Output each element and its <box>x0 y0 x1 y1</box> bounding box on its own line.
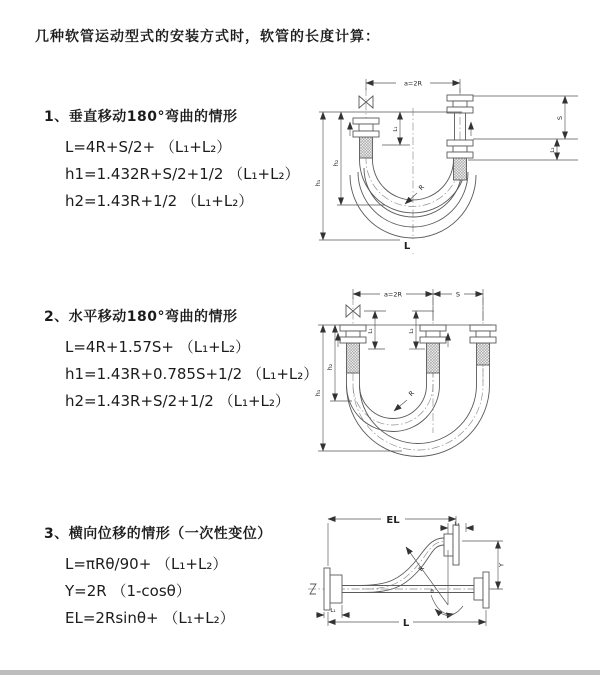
flange-right-mid <box>447 140 473 158</box>
dim-l1 <box>368 311 385 349</box>
dim-width <box>353 289 483 322</box>
dim-label-l2: L₂ <box>454 521 460 528</box>
formula-line: h1=1.43R+0.785S+1/2 （L₁+L₂） <box>65 365 319 383</box>
flange-upper <box>444 525 459 565</box>
braided-hose-section <box>347 343 490 373</box>
page-bottom-edge <box>0 670 600 675</box>
page-title: 几种软管运动型式的安装方式时，软管的长度计算： <box>35 29 380 45</box>
angle-label: θ <box>430 589 434 595</box>
dim-label-y: Y <box>497 563 506 567</box>
section-lateral-displacement <box>44 523 334 632</box>
flange-right <box>474 572 489 608</box>
dim-label-l2: L₂ <box>550 147 556 153</box>
dim-label-h2: h₂ <box>326 363 334 371</box>
flange-left <box>340 325 366 343</box>
flange-left <box>353 118 379 137</box>
vertical-bend-diagram <box>312 68 590 268</box>
radius-callout <box>405 183 426 204</box>
flange-middle <box>420 325 446 343</box>
radius-callout <box>394 389 416 411</box>
dim-label-h2: h₂ <box>332 159 340 167</box>
dim-label-el: EL <box>386 515 400 526</box>
length-label-group <box>400 239 414 252</box>
dim-label-l1: L₁ <box>368 328 374 334</box>
section-3-heading: 3、横向位移的情形（一次性变位） <box>44 526 272 542</box>
section-2-heading: 2、水平移动180°弯曲的情形 <box>44 309 238 325</box>
centerlines <box>353 297 483 433</box>
dim-label-h1: h₁ <box>314 389 322 397</box>
radius-label: R <box>407 389 417 399</box>
formula-line: L=4R+1.57S+ （L₁+L₂） <box>65 338 251 356</box>
flange-right-top <box>447 95 473 113</box>
section-3-formulas <box>65 551 334 632</box>
dim-label-l1: L₁ <box>330 608 336 614</box>
horizontal-bend-diagram <box>312 283 600 468</box>
formula-line: EL=2Rsinθ+ （L₁+L₂） <box>65 609 235 627</box>
dim-h2 <box>332 112 385 205</box>
section-horizontal-bend <box>44 306 334 415</box>
formula-line: L=πRθ/90+ （L₁+L₂） <box>65 555 228 573</box>
formula-line: h2=1.43R+S/2+1/2 （L₁+L₂） <box>65 392 290 410</box>
section-2-formulas <box>65 334 334 415</box>
formula-line: Y=2R （1-cosθ） <box>65 582 191 600</box>
dim-label-l1: L₁ <box>393 126 399 132</box>
formula-line: h2=1.43R+1/2 （L₁+L₂） <box>65 192 254 210</box>
dim-label-s: S <box>556 115 564 121</box>
section-1-formulas <box>65 134 334 215</box>
dim-label-width: a=2R <box>383 290 403 299</box>
dim-label-width: a=2R <box>403 79 423 88</box>
dim-width <box>366 78 460 94</box>
lateral-displacement-diagram <box>302 505 598 655</box>
hose-bend <box>347 365 490 457</box>
dim-label-travel: S <box>455 290 461 299</box>
formula-line: L=4R+S/2+ （L₁+L₂） <box>65 138 232 156</box>
length-label: L <box>403 241 411 252</box>
dim-l1 <box>382 112 410 145</box>
formula-line: h1=1.432R+S/2+1/2 （L₁+L₂） <box>65 165 300 183</box>
section-1-heading: 1、垂直移动180°弯曲的情形 <box>44 109 238 125</box>
dim-length <box>328 610 486 629</box>
section-vertical-bend <box>44 106 334 215</box>
flange-right <box>470 325 496 343</box>
dim-stroke-s <box>468 96 578 160</box>
radius-label: R <box>417 183 427 193</box>
radius-label: R <box>416 564 426 574</box>
curved-hose <box>360 538 444 593</box>
dim-label-h1: h₁ <box>314 179 322 187</box>
dim-label-l2: L₂ <box>409 328 415 334</box>
dim-l1 <box>316 605 350 618</box>
dim-label-length: L <box>402 618 410 629</box>
flange-left <box>324 568 342 610</box>
